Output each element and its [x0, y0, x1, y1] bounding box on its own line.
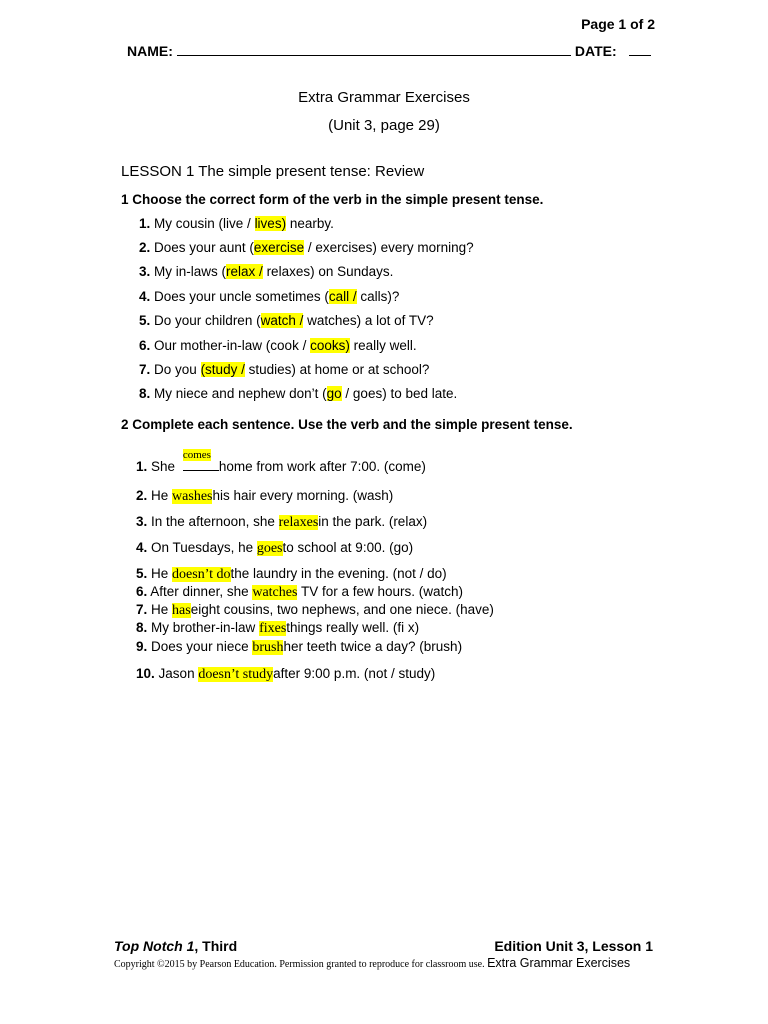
s2-item-8: 8. My brother-in-law fixesthings really well. (fi x) [136, 620, 420, 636]
page-number: Page 1 of 2 [581, 16, 655, 32]
answer-blank: comes [183, 460, 219, 471]
name-date-row [127, 43, 651, 59]
footer-copyright: Copyright ©2015 by Pearson Education. Permission granted to reproduce for classroom use. Extra Grammar Exercises [114, 956, 631, 970]
date-label: DATE: [574, 43, 617, 59]
s2-item-10: 10. Jason doesn’t studyafter 9:00 p.m. (not / study) [136, 666, 436, 682]
name-label: NAME: [127, 43, 173, 59]
date-field-line [629, 43, 651, 56]
s1-item-7: 7. Do you (study / studies) at home or at school? [139, 362, 430, 377]
s2-item-2: 2. He washeshis hair every morning. (wash) [136, 488, 394, 504]
section1-instruction: 1 Choose the correct form of the verb in the simple present tense. [121, 192, 544, 207]
s2-item-7: 7. He haseight cousins, two nephews, and one niece. (have) [136, 602, 494, 618]
s2-item-4: 4. On Tuesdays, he goesto school at 9:00. (go) [136, 540, 414, 556]
s1-item-6: 6. Our mother-in-law (cook / cooks) really well. [139, 338, 417, 353]
s2-item-3: 3. In the afternoon, she relaxesin the park. (relax) [136, 514, 428, 530]
footer-book-title: Top Notch 1, Third [114, 938, 238, 954]
s1-item-1: 1. My cousin (live / lives) nearby. [139, 216, 334, 231]
name-field-line [177, 43, 571, 56]
s1-item-3: 3. My in-laws (relax / relaxes) on Sundays. [139, 264, 394, 279]
document-title: Extra Grammar Exercises [298, 89, 470, 106]
s1-item-4: 4. Does your uncle sometimes (call / calls)? [139, 289, 400, 304]
s1-item-5: 5. Do your children (watch / watches) a lot of TV? [139, 313, 434, 328]
footer-edition-unit: Edition Unit 3, Lesson 1 [494, 938, 653, 954]
s2-item-6: 6. After dinner, she watches TV for a few hours. (watch) [136, 584, 463, 600]
s1-item-2: 2. Does your aunt (exercise / exercises) every morning? [139, 240, 474, 255]
s2-item-1: 1. She comes home from work after 7:00. (come) [136, 449, 426, 474]
document-subtitle: (Unit 3, page 29) [328, 117, 440, 134]
section2-instruction: 2 Complete each sentence. Use the verb and the simple present tense. [121, 417, 573, 432]
s2-item-9: 9. Does your niece brushher teeth twice a day? (brush) [136, 639, 463, 655]
s1-item-8: 8. My niece and nephew don’t (go / goes) to bed late. [139, 386, 458, 401]
s2-item-5: 5. He doesn’t dothe laundry in the evening. (not / do) [136, 566, 447, 582]
lesson-heading: LESSON 1 The simple present tense: Review [121, 163, 425, 180]
